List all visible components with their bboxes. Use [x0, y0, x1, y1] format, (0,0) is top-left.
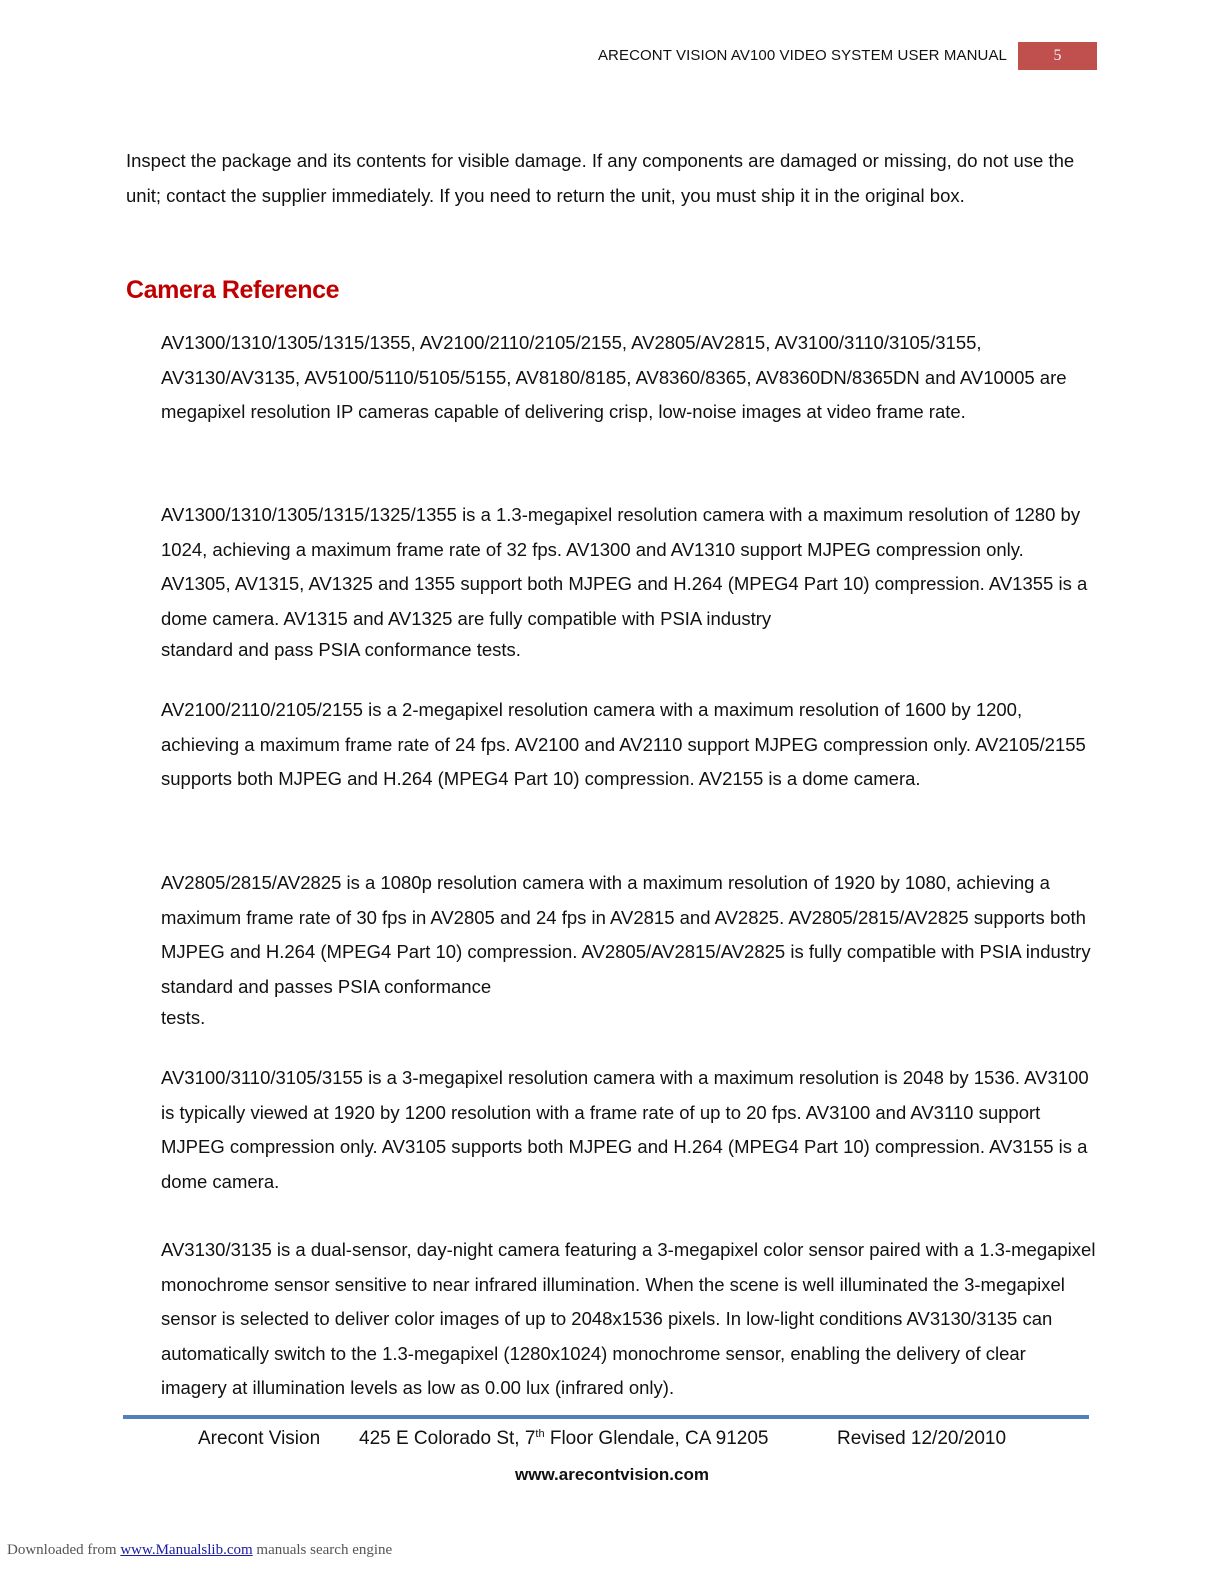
footer-line	[0, 1428, 1224, 1454]
paragraph-text: AV1300/1310/1305/1315/1325/1355 is a 1.3-megapixel resolution camera with a maximum resolution of 1280 by 1024, achieving a maximum frame rate of 32 fps. AV1300 and AV1310 support MJPEG compression only. AV1305, AV1315, AV1325 and 1355 support both MJPEG and H.264 (MPEG4 Part 10) compression. AV1355 is a dome camera. AV1315 and AV1325 are fully compatible with PSIA industry	[161, 504, 1088, 629]
paragraph-text: AV1300/1310/1305/1315/1355, AV2100/2110/2105/2155, AV2805/AV2815, AV3100/3110/3105/3155, AV3130/AV3135, AV5100/5110/5105/5155, AV8180/8185, AV8360/8365, AV8360DN/8365DN and AV10005 are megapixel resolution IP cameras capable of delivering crisp, low-noise images at video frame rate.	[161, 332, 1067, 422]
section-heading: Camera Reference	[126, 276, 340, 304]
footer-company: Arecont Vision	[198, 1428, 321, 1449]
paragraph-tail: tests.	[161, 1007, 206, 1028]
download-suffix: manuals search engine	[252, 1542, 393, 1558]
paragraph-av2805	[161, 866, 1096, 1031]
header-title: ARECONT VISION AV100 VIDEO SYSTEM USER MANUAL	[597, 47, 1007, 64]
manualslib-link[interactable]: www.Manualslib.com	[120, 1542, 253, 1558]
paragraph-text: AV3130/3135 is a dual-sensor, day-night camera featuring a 3-megapixel color sensor paired with a 1.3-megapixel monochrome sensor sensitive to near infrared illumination. When the scene is well illuminated the 3-megapixel sensor is selected to deliver color images of up to 2048x1536 pixels. In low-light conditions AV3130/3135 can automatically switch to the 1.3-megapixel (1280x1024) monochrome sensor, enabling the delivery of clear imagery at illumination levels as low as 0.00 lux (infrared only).	[161, 1239, 1096, 1398]
paragraph-text: AV2805/2815/AV2825 is a 1080p resolution camera with a maximum resolution of 1920 by 1080, achieving a maximum frame rate of 30 fps in AV2805 and 24 fps in AV2815 and AV2825. AV2805/2815/AV2825 supports both MJPEG and H.264 (MPEG4 Part 10) compression. AV2805/AV2815/AV2825 is fully compatible with PSIA industry standard and passes PSIA conformance	[161, 872, 1091, 997]
paragraph-overview	[161, 326, 1096, 430]
paragraph-text: AV3100/3110/3105/3155 is a 3-megapixel resolution camera with a maximum resolution is 2048 by 1536. AV3100 is typically viewed at 1920 by 1200 resolution with a frame rate of up to 20 fps. AV3100 and AV3110 support MJPEG compression only. AV3105 supports both MJPEG and H.264 (MPEG4 Part 10) compression. AV3155 is a dome camera.	[161, 1067, 1089, 1192]
paragraph-av3130	[161, 1233, 1096, 1406]
paragraph-av3100	[161, 1061, 1096, 1199]
paragraph-text: AV2100/2110/2105/2155 is a 2-megapixel resolution camera with a maximum resolution of 1600 by 1200, achieving a maximum frame rate of 24 fps. AV2100 and AV2110 support MJPEG compression only. AV2105/2155 supports both MJPEG and H.264 (MPEG4 Part 10) compression. AV2155 is a dome camera.	[161, 699, 1086, 789]
footer-address	[359, 1428, 769, 1450]
paragraph-av2100	[161, 693, 1096, 797]
paragraph-av1300	[161, 498, 1096, 663]
download-prefix: Downloaded from	[7, 1542, 121, 1558]
paragraph-tail: standard and pass PSIA conformance tests.	[161, 639, 521, 660]
footer-website: www.arecontvision.com	[515, 1465, 709, 1484]
footer-address-superscript: th	[535, 1428, 545, 1440]
intro-paragraph: Inspect the package and its contents for visible damage. If any components are damaged or missing, do not use the unit; contact the supplier immediately. If you need to return the unit, you must ship it in the original box.	[126, 150, 1075, 206]
page-number: 5	[1018, 42, 1097, 70]
footer-rule	[123, 1415, 1089, 1419]
footer-revised-date: Revised 12/20/2010	[837, 1428, 1007, 1449]
footer-address-start: 425 E Colorado St, 7	[359, 1428, 536, 1449]
download-note	[7, 1542, 392, 1559]
footer-address-end: Floor Glendale, CA 91205	[544, 1428, 769, 1449]
